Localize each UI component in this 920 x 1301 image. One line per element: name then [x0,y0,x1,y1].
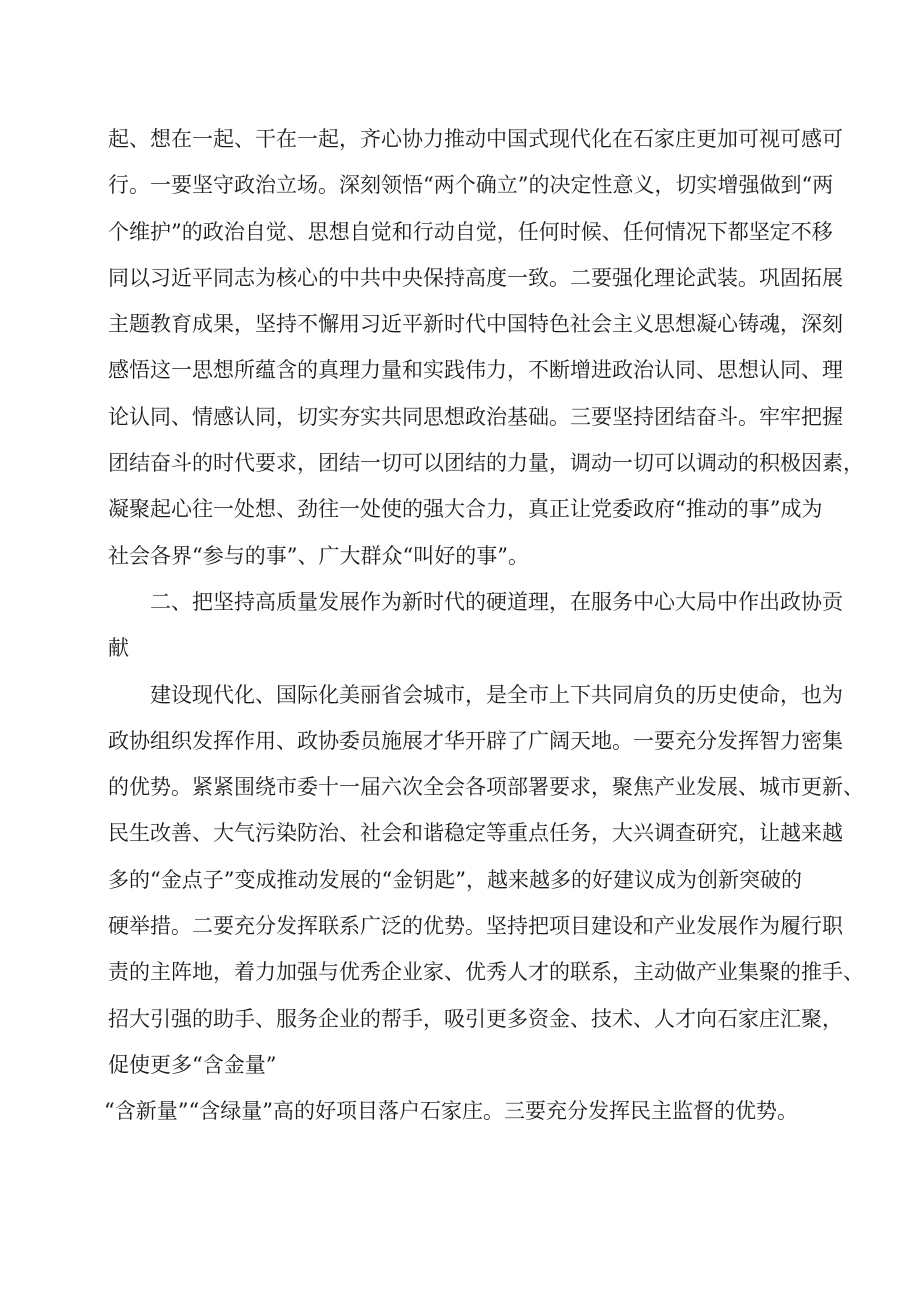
document-body [104,116,864,1135]
text-line-9: 凝聚起心往一处想、劲往一处使的强大合力，真正让党委政府“推动的事”成为 [108,497,823,522]
text-line-8: 团结奋斗的时代要求，团结一切可以团结的力量，调动一切可以调动的积极因素， [108,451,864,476]
text-line-17: 多的“金点子”变成推动发展的“金钥匙”，越来越多的好建议成为创新突破的 [108,867,802,892]
text-line-19: 责的主阵地，着力加强与优秀企业家、优秀人才的联系，主动做产业集聚的推手、 [108,960,864,985]
text-line-1: 起、想在一起、干在一起，齐心协力推动中国式现代化在石家庄更加可视可感可 [108,127,843,151]
text-line-16: 民生改善、大气污染防治、社会和谐稳定等重点任务，大兴调查研究，让越来越 [108,821,843,846]
text-line-21: 促使更多“含金量” [108,1052,277,1077]
text-line-7: 论认同、情感认同，切实夯实共同思想政治基础。三要坚持团结奋斗。牢牢把握 [108,404,843,429]
text-line-3: 个维护”的政治自觉、思想自觉和行动自觉，任何时候、任何情况下都坚定不移 [108,219,833,244]
text-line-6: 感悟这一思想所蕴含的真理力量和实践伟力，不断增进政治认同、思想认同、理 [108,358,843,383]
text-line-4: 同以习近平同志为核心的中共中央保持高度一致。二要强化理论武装。巩固拓展 [108,265,843,290]
text-line-18: 硬举措。二要充分发挥联系广泛的优势。坚持把项目建设和产业发展作为履行职 [108,914,843,939]
text-line-10: 社会各界“参与的事”、广大群众“叫好的事”。 [108,543,529,568]
text-line-15: 的优势。紧紧围绕市委十一届六次全会各项部署要求，聚焦产业发展、城市更新、 [108,775,864,800]
text-line-14: 政协组织发挥作用、政协委员施展才华开辟了广阔天地。一要充分发挥智力密集 [108,728,843,753]
text-line-20: 招大引强的助手、服务企业的帮手，吸引更多资金、技术、人才向石家庄汇聚， [108,1006,843,1031]
section-heading-line-1: 二、把坚持高质量发展作为新时代的硬道理，在服务中心大局中作出政协贡 [150,589,843,614]
section-heading-line-2: 献 [108,636,129,661]
text-line-13: 建设现代化、国际化美丽省会城市，是全市上下共同肩负的历史使命，也为 [150,682,843,707]
text-line-2: 行。一要坚守政治立场。深刻领悟“两个确立”的决定性意义，切实增强做到“两 [108,173,834,198]
text-line-5: 主题教育成果，坚持不懈用习近平新时代中国特色社会主义思想凝心铸魂，深刻 [108,312,843,337]
text-line-22: “含新量”“含绿量”高的好项目落户石家庄。三要充分发挥民主监督的优势。 [104,1099,798,1124]
